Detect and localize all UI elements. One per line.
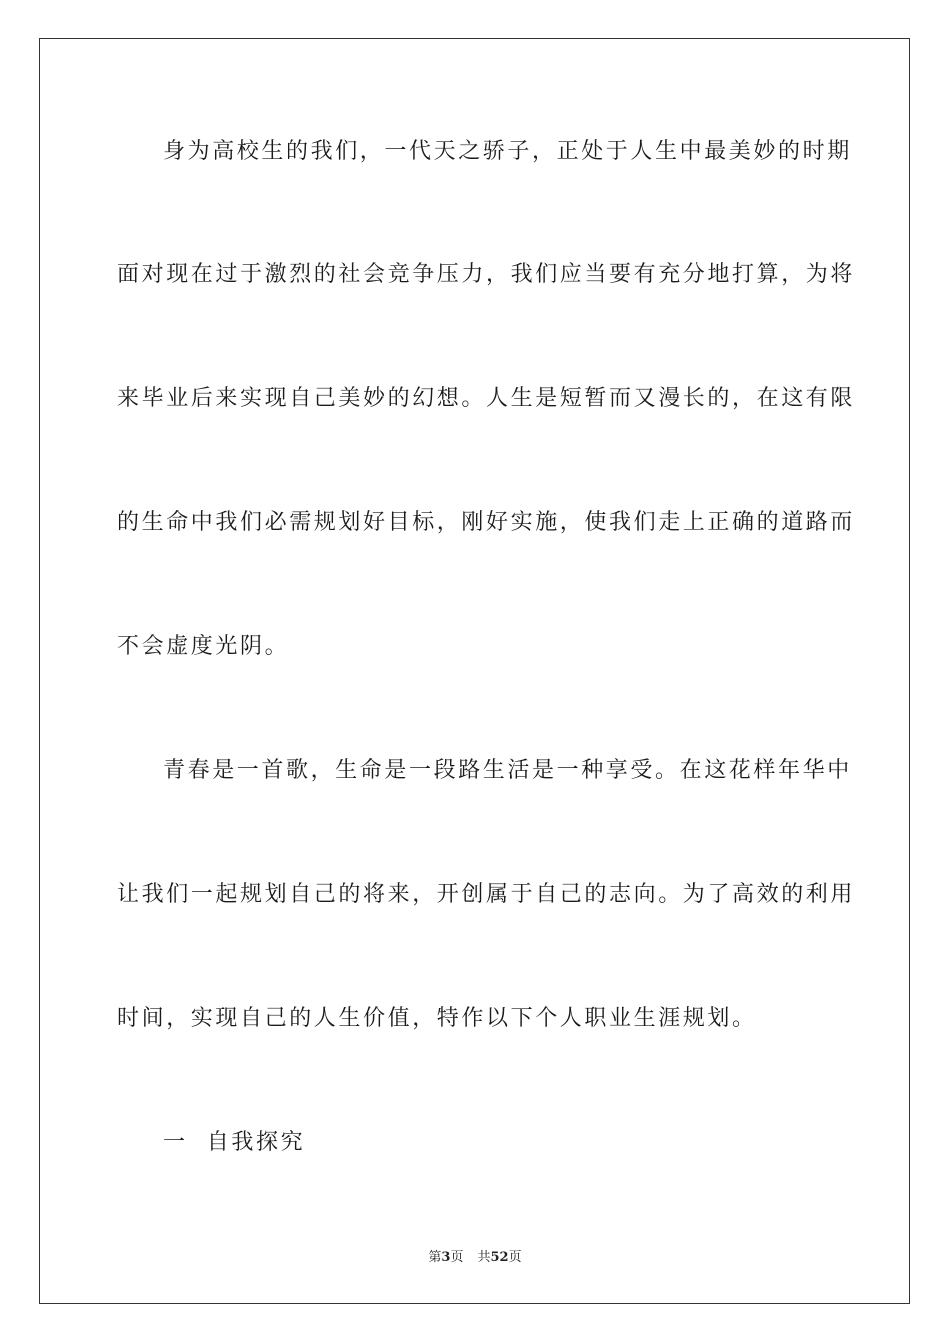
paragraph-1-line-3: 来毕业后来实现自己美妙的幻想。人生是短暂而又漫长的，在这有限 xyxy=(117,386,856,411)
page-footer xyxy=(0,1246,950,1265)
total-pages: 52 xyxy=(490,1250,509,1265)
paragraph-2-line-3: 时间，实现自己的人生价值，特作以下个人职业生涯规划。 xyxy=(117,1006,757,1031)
page-prefix: 第 xyxy=(428,1250,442,1265)
paragraph-1-line-2: 面对现在过于激烈的社会竞争压力，我们应当要有充分地打算，为将 xyxy=(117,262,856,287)
page-number: 3 xyxy=(441,1250,451,1265)
total-prefix: 共 xyxy=(477,1250,491,1265)
paragraph-1-line-1: 身为高校生的我们，一代天之骄子，正处于人生中最美妙的时期 xyxy=(163,139,852,164)
section-heading: 一 自我探究 xyxy=(163,1130,306,1155)
total-suffix: 页 xyxy=(508,1250,522,1265)
page-suffix: 页 xyxy=(450,1250,464,1265)
paragraph-2-line-1: 青春是一首歌，生命是一段路生活是一种享受。在这花样年华中 xyxy=(163,758,852,783)
paragraph-2-line-2: 让我们一起规划自己的将来，开创属于自己的志向。为了高效的利用 xyxy=(117,882,856,907)
paragraph-1-line-4: 的生命中我们必需规划好目标，刚好实施，使我们走上正确的道路而 xyxy=(117,510,856,535)
paragraph-1-line-5: 不会虚度光阴。 xyxy=(117,634,290,659)
page-border xyxy=(39,38,910,1304)
